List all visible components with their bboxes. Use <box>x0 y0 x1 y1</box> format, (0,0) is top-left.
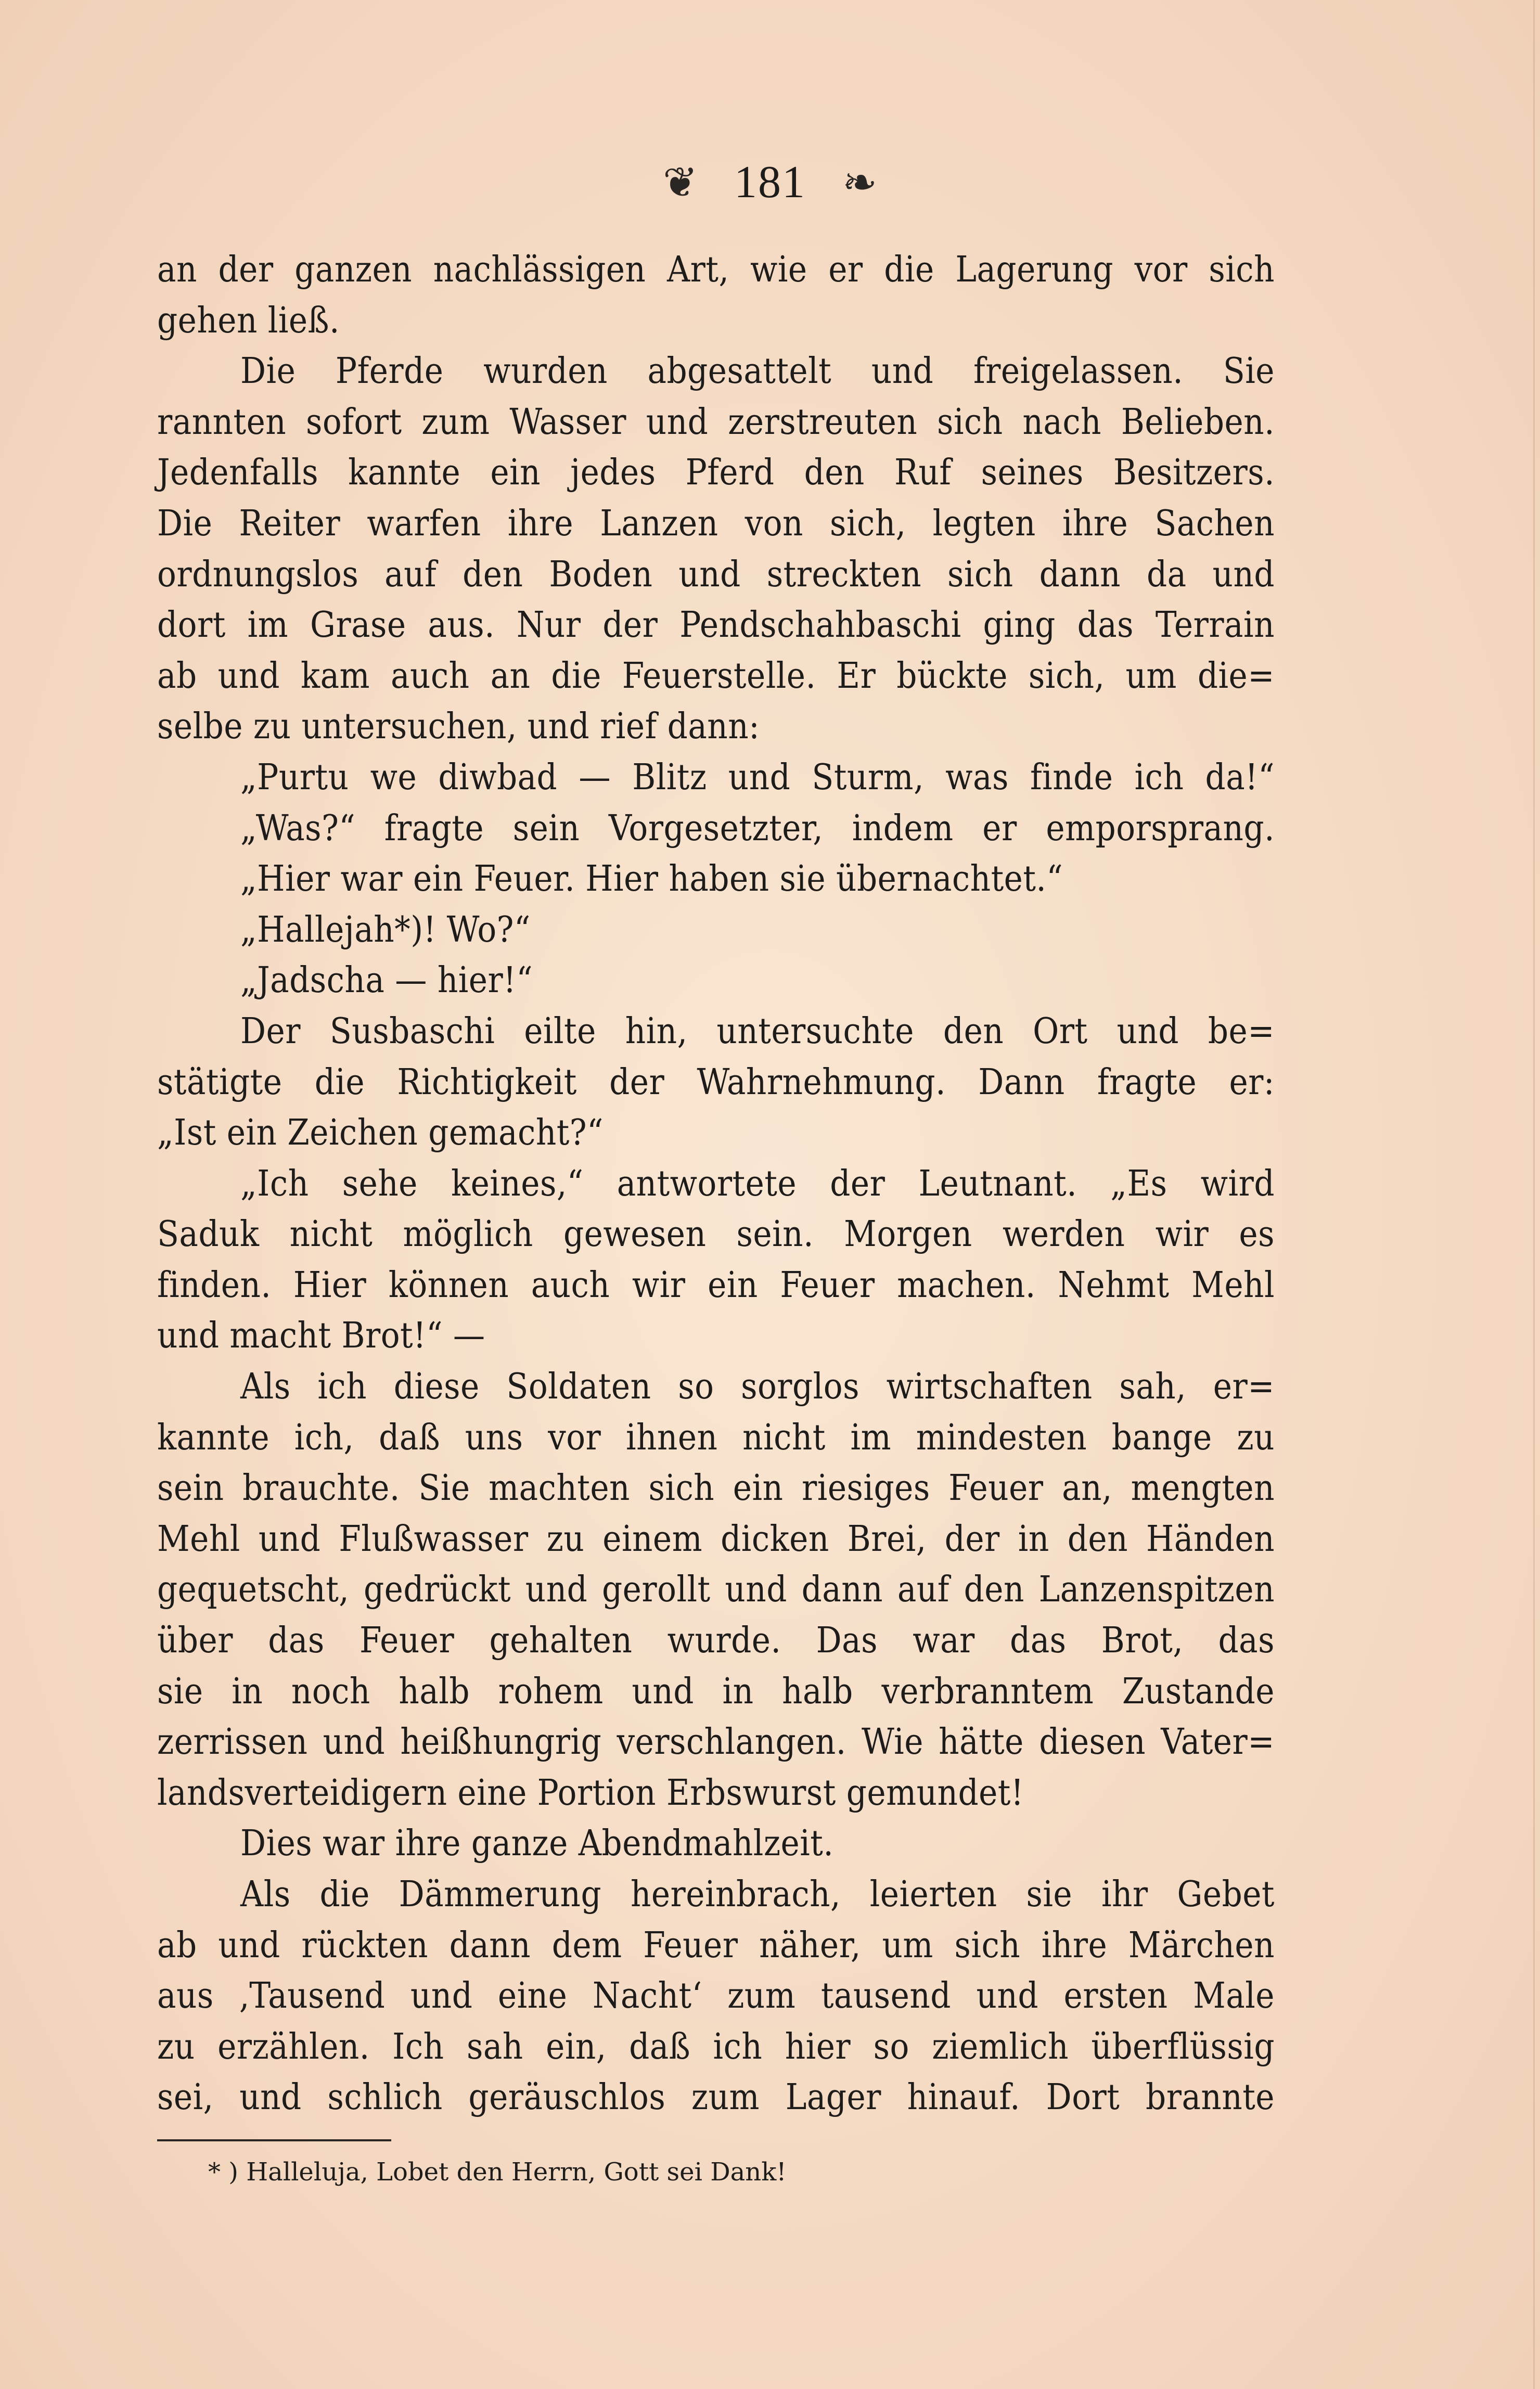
text-line: zerrissen und heißhungrig verschlangen. Wie hätte diesen Vater= <box>157 1722 1275 1763</box>
text-line: Jedenfalls kannte ein jedes Pferd den Ruf seines Besitzers. <box>157 452 1275 494</box>
text-line: Als die Dämmerung hereinbrach, leierten sie ihr Gebet <box>240 1874 1275 1915</box>
text-line: gehen ließ. <box>157 300 340 341</box>
text-line: kannte ich, daß uns vor ihnen nicht im mindesten bange zu <box>157 1417 1275 1458</box>
text-line: zu erzählen. Ich sah ein, daß ich hier so ziemlich überflüssig <box>157 2026 1275 2067</box>
text-line: ab und rückten dann dem Feuer näher, um sich ihre Märchen <box>157 1924 1275 1966</box>
text-line: aus ‚Tausend und eine Nacht‘ zum tausend und ersten Male <box>157 1975 1275 2017</box>
footnote-marker: * <box>208 2157 221 2187</box>
text-line: sein brauchte. Sie machten sich ein riesiges Feuer an, mengten <box>157 1468 1275 1509</box>
text-line: Als ich diese Soldaten so sorglos wirtschaften sah, er= <box>240 1366 1275 1408</box>
text-line: finden. Hier können auch wir ein Feuer machen. Nehmt Mehl <box>157 1264 1275 1306</box>
text-line: „Ich sehe keines,“ antwortete der Leutnant. „Es wird <box>240 1163 1275 1204</box>
text-line: ordnungslos auf den Boden und streckten sich dann da und <box>157 554 1275 595</box>
text-line: „Jadscha — hier!“ <box>240 960 533 1001</box>
text-line: an der ganzen nachlässigen Art, wie er die Lagerung vor sich <box>157 249 1275 290</box>
text-line: Die Pferde wurden abgesattelt und freigelassen. Sie <box>240 351 1275 392</box>
page-edge <box>1533 0 1535 2389</box>
page-number: 181 <box>734 157 806 208</box>
body-text <box>157 245 1275 2123</box>
text-line: Mehl und Flußwasser zu einem dicken Brei, der in den Händen <box>157 1518 1275 1560</box>
text-line: Die Reiter warfen ihre Lanzen von sich, legten ihre Sachen <box>157 503 1275 544</box>
text-line: dort im Grase aus. Nur der Pendschahbaschi ging das Terrain <box>157 605 1275 646</box>
text-line: „Hier war ein Feuer. Hier haben sie übernachtet.“ <box>240 858 1063 900</box>
text-line: „Was?“ fragte sein Vorgesetzter, indem er emporsprang. <box>240 807 1275 849</box>
text-line: über das Feuer gehalten wurde. Das war das Brot, das <box>157 1620 1275 1662</box>
text-line: Saduk nicht möglich gewesen sein. Morgen werden wir es <box>157 1214 1275 1255</box>
text-line: „Purtu we diwbad — Blitz und Sturm, was finde ich da!“ <box>240 756 1275 798</box>
text-line: rannten sofort zum Wasser und zerstreuten sich nach Belieben. <box>157 401 1275 443</box>
text-line: Dies war ihre ganze Abendmahlzeit. <box>240 1823 834 1865</box>
text-line: sie in noch halb rohem und in halb verbranntem Zustande <box>157 1671 1275 1712</box>
page-header <box>0 156 1540 209</box>
footnote <box>208 2149 787 2195</box>
text-line: „Hallejah*)! Wo?“ <box>240 909 531 951</box>
text-line: stätigte die Richtigkeit der Wahrnehmung. Dann fragte er: <box>157 1061 1275 1103</box>
text-line: gequetscht, gedrückt und gerollt und dann auf den Lanzenspitzen <box>157 1569 1275 1611</box>
flower-ornament-right-icon: ❧ <box>842 158 878 207</box>
text-line: Der Susbaschi eilte hin, untersuchte den Ort und be= <box>240 1010 1275 1052</box>
text-line: sei, und schlich geräuschlos zum Lager hinauf. Dort brannte <box>157 2077 1275 2118</box>
footnote-divider <box>157 2139 391 2141</box>
text-line: „Ist ein Zeichen gemacht?“ <box>157 1112 604 1154</box>
text-line: und macht Brot!“ — <box>157 1315 485 1357</box>
flower-ornament-left-icon: ❦ <box>662 158 698 207</box>
text-line: landsverteidigern eine Portion Erbswurst gemundet! <box>157 1772 1024 1814</box>
footnote-text: ) Halleluja, Lobet den Herrn, Gott sei Dank! <box>228 2157 787 2187</box>
text-line: selbe zu untersuchen, und rief dann: <box>157 706 760 748</box>
text-line: ab und kam auch an die Feuerstelle. Er bückte sich, um die= <box>157 655 1275 697</box>
